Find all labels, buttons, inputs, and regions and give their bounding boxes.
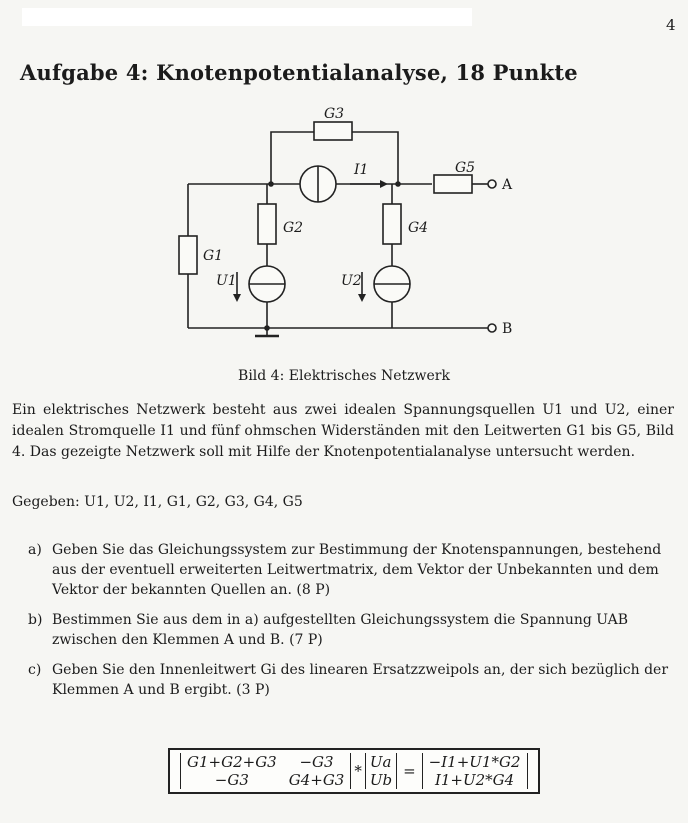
terminal-b xyxy=(488,324,496,332)
g5-resistor xyxy=(434,175,472,193)
i1-arrow-head xyxy=(380,180,388,188)
node-right xyxy=(395,181,401,187)
matrix-cell-11: G1+G2+G3 xyxy=(181,753,283,771)
equation-table xyxy=(180,753,528,789)
task-list xyxy=(28,540,668,710)
node-ground xyxy=(264,325,270,331)
label-g1: G1 xyxy=(203,248,224,264)
task-c-label: c) xyxy=(28,662,42,678)
unknown-ua: Ua xyxy=(365,753,396,771)
task-b-label: b) xyxy=(28,612,43,628)
source-cell-2: I1+U2*G4 xyxy=(422,771,527,789)
unknown-ub: Ub xyxy=(365,771,396,789)
g2-resistor xyxy=(258,204,276,244)
matrix-cell-21: −G3 xyxy=(181,771,283,789)
label-u1: U1 xyxy=(216,273,237,289)
task-a-label: a) xyxy=(28,542,42,558)
label-terminal-b: B xyxy=(502,321,513,337)
task-a xyxy=(28,540,668,600)
label-g4: G4 xyxy=(408,220,429,236)
equation-box xyxy=(168,748,540,794)
task-a-text: Geben Sie das Gleichungssystem zur Bestimmung der Knotenspannungen, bestehend aus der eventuell erweiterten Leitwertmatrix, dem Vektor der Unbekannten und dem Vektor der bekannten Quellen an. (8 P) xyxy=(52,542,662,598)
label-terminal-a: A xyxy=(502,177,513,193)
label-i1: I1 xyxy=(354,162,369,178)
task-c xyxy=(28,660,668,700)
source-cell-1: −I1+U1*G2 xyxy=(422,753,527,771)
terminal-a xyxy=(488,180,496,188)
task-b-text: Bestimmen Sie aus dem in a) aufgestellten Gleichungssystem die Spannung UAB zwischen den Klemmen A und B. (7 P) xyxy=(52,612,629,648)
matrix-cell-22: G4+G3 xyxy=(283,771,351,789)
label-g2: G2 xyxy=(283,220,304,236)
page-title: Aufgabe 4: Knotenpotentialanalyse, 18 Punkte xyxy=(20,60,578,85)
label-g3: G3 xyxy=(324,106,345,122)
g3-resistor xyxy=(314,122,352,140)
equals-sign: = xyxy=(403,762,416,780)
label-g5: G5 xyxy=(455,160,476,176)
circuit-diagram xyxy=(150,102,540,342)
node-left xyxy=(268,181,274,187)
problem-paragraph: Ein elektrisches Netzwerk besteht aus zwei idealen Spannungsquellen U1 und U2, einer idealen Stromquelle I1 und fünf ohmschen Widerständen mit den Leitwerten G1 bis G5, Bild 4. Das gezeigte Netzwerk soll mit Hilfe der Knotenpotentialanalyse untersucht werden. xyxy=(12,402,674,460)
task-b xyxy=(28,610,668,650)
figure-caption: Bild 4: Elektrisches Netzwerk xyxy=(238,368,450,384)
given-line: Gegeben: U1, U2, I1, G1, G2, G3, G4, G5 xyxy=(12,494,303,510)
label-u2: U2 xyxy=(341,273,362,289)
g1-resistor xyxy=(179,236,197,274)
u2-arrow-head xyxy=(358,294,366,302)
g4-resistor xyxy=(383,204,401,244)
page-number: 4 xyxy=(666,16,676,34)
whiteout-strip xyxy=(22,8,472,26)
task-c-text: Geben Sie den Innenleitwert Gi des linearen Ersatzzweipols an, der sich bezüglich der Klemmen A und B ergibt. (3 P) xyxy=(52,662,669,698)
u1-arrow-head xyxy=(233,294,241,302)
multiply-sign: * xyxy=(354,762,362,780)
matrix-cell-12: −G3 xyxy=(283,753,351,771)
